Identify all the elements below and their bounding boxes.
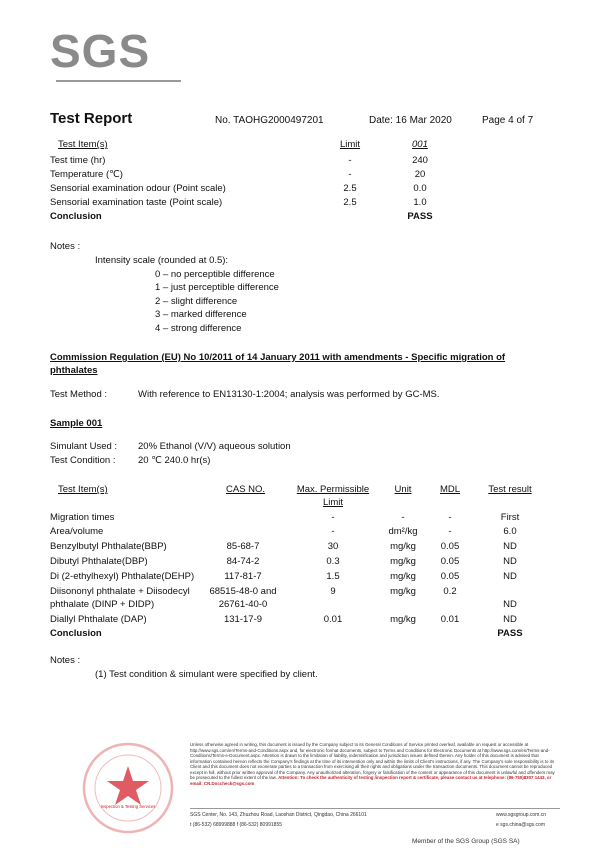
sample-heading: Sample 001 [50,418,103,429]
section-heading-line1: Commission Regulation (EU) No 10/2011 of 14 January 2011 with amendments - Specific migration of [50,352,506,363]
notes2-item: (1) Test condition & simulant were specified by client. [95,669,318,680]
table1-cell-limit: - [348,169,352,180]
table2-cell-cas: 117-81-7 [224,571,262,582]
table2-cell-unit: dm²/kg [388,526,418,537]
notes1-scale-item: 1 – just perceptible difference [155,282,279,293]
notes1-scale-item: 4 – strong difference [155,323,242,334]
table1-conclusion-label: Conclusion [50,211,102,222]
footer-email: e sgs.china@sgs.com [496,822,545,828]
seal-text: Inspection & Testing Services [100,804,156,809]
table2-cell-result: ND [503,571,517,582]
table2-cell-result: ND [503,599,517,610]
table2-cell-item: Dibutyl Phthalate(DBP) [50,556,148,567]
table2-cell-item-cont: phthalate (DINP + DIDP) [50,599,155,610]
notes1-intro: Intensity scale (rounded at 0.5): [95,255,229,266]
table2-cell-item: Diallyl Phthalate (DAP) [50,614,147,625]
simulant-value: 20% Ethanol (V/V) aqueous solution [138,441,291,452]
table2-cell-mdl: - [448,512,452,523]
table2-cell-result: First [500,512,520,523]
report-date: Date: 16 Mar 2020 [369,115,452,126]
footer-member: Member of the SGS Group (SGS SA) [412,838,520,845]
table2-cell-cas-cont: 26761-40-0 [218,599,268,610]
footer-disclaimer [190,742,560,786]
table2-cell-limit: - [331,526,335,537]
table2-cell-cas: 68515-48-0 and [209,586,277,597]
footer-divider [190,808,560,809]
table2-cell-cas: 85-68-7 [226,541,260,552]
table2-cell-result: ND [503,556,517,567]
table1-cell-value: 1.0 [413,197,427,208]
test-method-label: Test Method : [50,389,108,400]
table1-cell-item: Test time (hr) [50,155,106,166]
table2-cell-mdl: 0.2 [443,586,457,597]
table2-header-limit-line1: Max. Permissible [296,484,370,495]
table1-cell-limit: 2.5 [343,197,357,208]
table2-cell-result: ND [503,541,517,552]
notes2-label: Notes : [50,655,81,666]
table2-header-limit-line2: Limit [322,497,344,508]
table2-cell-item: Migration times [50,512,115,523]
table1-cell-item: Sensorial examination odour (Point scale) [50,183,226,194]
table2-header-unit: Unit [394,484,412,495]
report-number: No. TAOHG2000497201 [215,115,324,126]
footer-address: SGS Center, No. 143, Zhuzhou Road, Laoshan District, Qingdao, China 266101 [190,812,367,818]
condition-label: Test Condition : [50,455,116,466]
notes1-scale-item: 3 – marked difference [155,309,247,320]
table2-cell-mdl: 0.01 [440,614,460,625]
table1-cell-value: 0.0 [413,183,427,194]
table2-cell-limit: - [331,512,335,523]
attention-text: Attention: To check the authenticity of testing /inspection report & certificate, please contact us at telephone: (86-755)8307 1443, or email: CN.Doccheck@sgs.com [190,775,552,786]
table1-cell-limit: 2.5 [343,183,357,194]
table2-header-cas: CAS NO. [226,484,266,495]
table2-cell-mdl: 0.05 [440,556,460,567]
table2-cell-item: Diisononyl phthalate + Diisodecyl [50,586,190,597]
table1-header-limit: Limit [340,139,361,150]
table1-cell-value: 240 [412,155,428,166]
table2-header-item: Test Item(s) [58,484,108,495]
table1-header-item: Test Item(s) [58,139,108,150]
table2-cell-unit: mg/kg [390,541,416,552]
table2-cell-mdl: - [448,526,452,537]
footer-phone: t (86-532) 68999888 f (86-532) 80991855 [190,822,283,828]
table2-cell-mdl: 0.05 [440,571,460,582]
table2-cell-unit: mg/kg [390,586,416,597]
table2-cell-mdl: 0.05 [440,541,460,552]
report-title: Test Report [50,110,133,127]
table1-conclusion-value: PASS [407,211,433,222]
table2-conclusion-label: Conclusion [50,628,102,639]
table1-header-sample: 001 [412,139,428,150]
table1-cell-limit: - [348,155,352,166]
simulant-label: Simulant Used : [50,441,118,452]
table2-cell-item: Benzylbutyl Phthalate(BBP) [50,541,167,552]
notes1-label: Notes : [50,241,81,252]
table2-cell-result: ND [503,614,517,625]
table1-cell-item: Sensorial examination taste (Point scale) [50,197,223,208]
table2-cell-unit: mg/kg [390,614,416,625]
notes1-scale-item: 0 – no perceptible difference [155,269,275,280]
table2-cell-item: Area/volume [50,526,104,537]
table2-cell-limit: 1.5 [326,571,340,582]
table2-cell-item: Di (2-ethylhexyl) Phthalate(DEHP) [50,571,195,582]
table2-cell-limit: 30 [327,541,339,552]
company-seal [78,738,178,838]
page-number: Page 4 of 7 [482,115,534,126]
logo-underline [56,80,181,82]
notes1-scale-item: 2 – slight difference [155,296,238,307]
table2-cell-limit: 0.3 [326,556,340,567]
footer-web: www.sgsgroup.com.cn [496,812,547,818]
disclaimer-text: Unless otherwise agreed in writing, this document is issued by the Company subject to its General Conditions of Service printed overleaf, available on request or accessible at http://www.sgs.com/en/Terms-and-Conditions.aspx and, for electronic format documents, subject to Terms and Conditions for Electronic Documents at http://www.sgs.com/en/Terms-and-Conditions/Terms-e-Document.aspx. Attention is drawn to the limitation of liability, indemnification and jurisdiction issues defined therein. Any holder of this document is advised that information contained hereon reflects the Company's findings at the time of its intervention only and within the limits of Client's instructions, if any. The Company's sole responsibility is to its Client and this document does not exonerate parties to a transaction from exercising all their rights and obligations under the transaction documents. This document cannot be reproduced except in full, without prior written approval of the Company. Any unauthorized alteration, forgery or falsification of the content or appearance of this document is unlawful and offenders may be prosecuted to the fullest extent of the law. [190,742,555,780]
table2-cell-cas: 84-74-2 [226,556,260,567]
seal-icon [78,738,178,838]
table2-cell-result: 6.0 [503,526,517,537]
section-heading-line2: phthalates [50,365,98,376]
table1-cell-item: Temperature (℃) [50,169,123,180]
table2-cell-unit: mg/kg [390,556,416,567]
table2-cell-limit: 0.01 [323,614,343,625]
table2-header-mdl: MDL [439,484,461,495]
table2-cell-limit: 9 [330,586,336,597]
table2-conclusion-value: PASS [497,628,523,639]
table1-cell-value: 20 [414,169,426,180]
condition-value: 20 ℃ 240.0 hr(s) [138,455,211,466]
table2-cell-cas: 131-17-9 [223,614,263,625]
table2-header-result: Test result [488,484,532,495]
table2-cell-unit: mg/kg [390,571,416,582]
table2-cell-unit: - [401,512,405,523]
test-method-value: With reference to EN13130-1:2004; analysis was performed by GC-MS. [138,389,440,400]
sgs-logo: SGS [50,25,151,77]
